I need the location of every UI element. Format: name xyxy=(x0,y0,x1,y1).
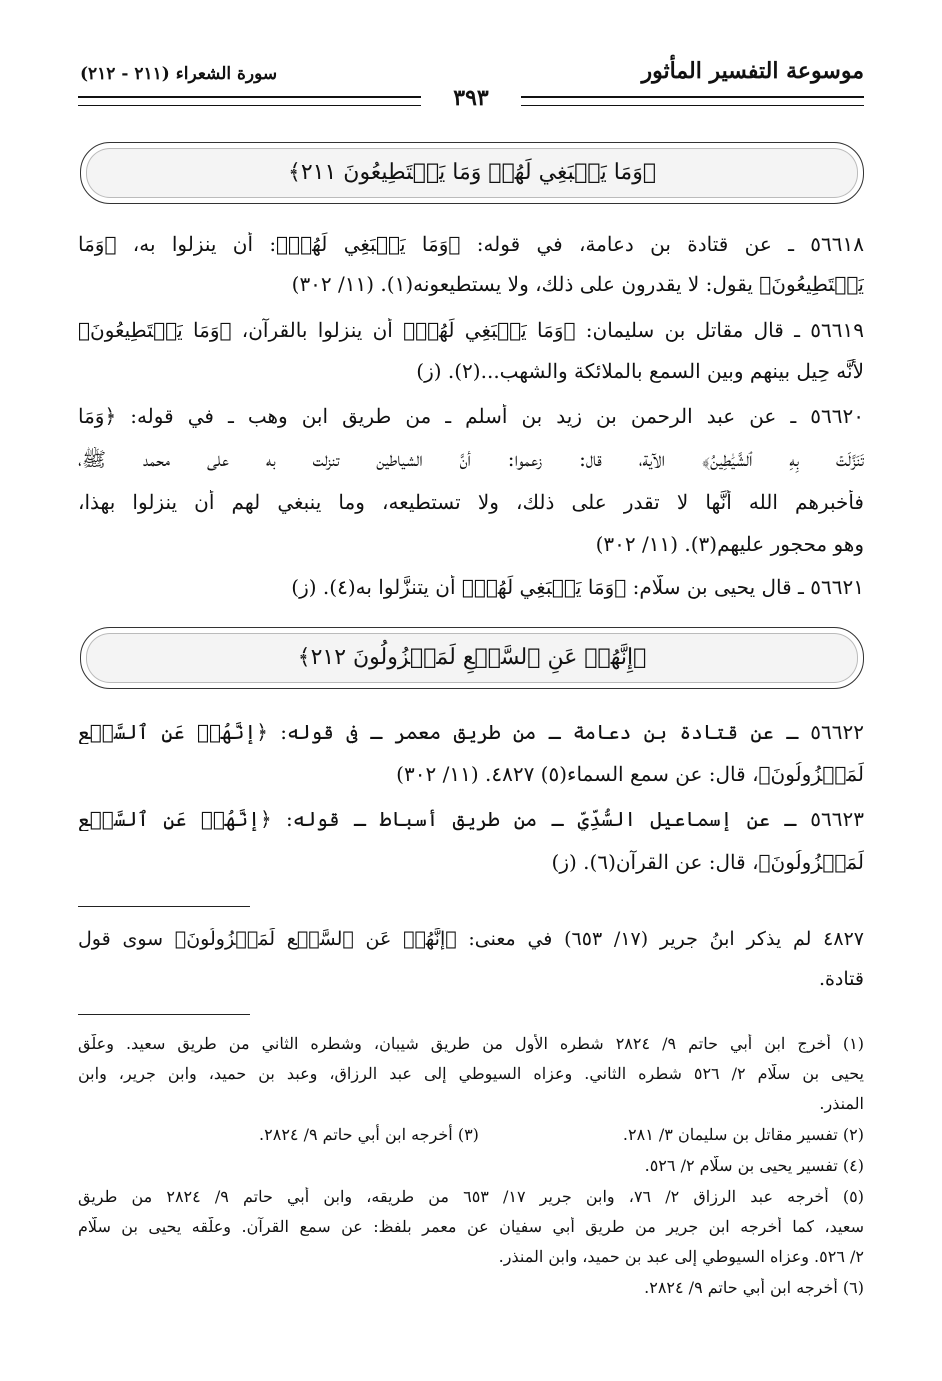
footnote-line: (١) أخرج ابن أبي حاتم ٩/ ٢٨٢٤ شطره الأول من طريق شيبان، وشطره الثاني من طريق سعيد. وعلّق xyxy=(78,1034,864,1053)
footnote-line: المنذر. xyxy=(819,1094,864,1113)
body-line: ٥٦٦٢٣ ـ عن إسماعيل السُّدِّيّ ـ من طريق أسباط ـ قوله: ﴿إِنَّهُمۡ عَنِ ٱلسَّمۡعِ xyxy=(78,807,864,831)
comment-line: ٤٨٢٧ لم يذكر ابنُ جرير (١٧/ ٦٥٣) في معنى: ﴿إِنَّهُمۡ عَنِ ٱلسَّمۡعِ لَمَعۡزُولُونَ﴾ سوى قول xyxy=(78,928,864,950)
body-line: لأنَّه حِيل بينهم وبين السمع بالملائكة والشهب...(٢). (ز) xyxy=(416,359,864,383)
body-line: لَمَعۡزُولُونَ﴾، قال: عن القرآن(٦). (ز) xyxy=(551,850,864,874)
footnote-2: (٢) تفسير مقاتل بن سليمان ٣/ ٢٨١. xyxy=(622,1125,864,1144)
footnote-line: ٢/ ٥٢٦. وعزاه السيوطي إلى عبد بن حميد، وابن المنذر. xyxy=(498,1247,864,1266)
body-line: ٥٦٦١٩ ـ قال مقاتل بن سليمان: ﴿وَمَا يَنۢبَغِي لَهُمۡ﴾ أن ينزلوا بالقرآن، ﴿وَمَا يَسۡتَطِيعُونَ﴾ xyxy=(78,318,864,342)
footnote-pair xyxy=(78,1125,864,1144)
page-number: ٣٩٣ xyxy=(421,86,521,110)
footnote-3: (٣) أخرجه ابن أبي حاتم ٩/ ٢٨٢٤. xyxy=(259,1125,479,1144)
body-line: ٥٦٦٢٠ ـ عن عبد الرحمن بن زيد بن أسلم ـ من طريق ابن وهب ـ في قوله: ﴿وَمَا xyxy=(78,404,864,428)
comment-line: قتادة. xyxy=(818,968,864,990)
body-line: فأخبرهم الله أنَّها لا تقدر على ذلك، ولا تستطيعه، وما ينبغي لهم أن ينزلوا بهذا، xyxy=(78,490,864,514)
body-line: ٥٦٦١٨ ـ عن قتادة بن دعامة، في قوله: ﴿وَمَا يَنۢبَغِي لَهُمۡ﴾: أن ينزلوا به، ﴿وَمَا xyxy=(78,232,864,256)
footnote-line: سعيد، كما أخرجه ابن جرير من طريق أبي سفيان عن معمر بلفظ: عن سمع القرآن. وعلّقه يحيى بن سلّام xyxy=(78,1217,864,1236)
body-line: ٥٦٦٢١ ـ قال يحيى بن سلّام: ﴿وَمَا يَنۢبَغِي لَهُمۡ﴾ أن يتنزَّلوا به(٤). (ز) xyxy=(291,575,864,599)
surah-range: سورة الشعراء (٢١١ - ٢١٢) xyxy=(80,64,278,84)
ayah-box-211 xyxy=(80,142,864,204)
footnote-line: (٤) تفسير يحيى بن سلّام ٢/ ٥٢٦. xyxy=(644,1156,864,1175)
footnote-line: (٥) أخرجه عبد الرزاق ٢/ ٧٦، وابن جرير ١٧/ ٦٥٣ من طريقه، وابن أبي حاتم ٩/ ٢٨٢٤ من طريق xyxy=(78,1187,864,1206)
body-line: يَسۡتَطِيعُونَ﴾ يقول: لا يقدرون على ذلك، ولا يستطيعونه(١). (١١/ ٣٠٢) xyxy=(291,272,864,296)
book-title: موسوعة التفسير المأثور xyxy=(641,58,864,84)
body-line: وهو محجور عليهم(٣). (١١/ ٣٠٢) xyxy=(595,532,864,556)
footnote-line: (٦) أخرجه ابن أبي حاتم ٩/ ٢٨٢٤. xyxy=(644,1278,864,1297)
comment-separator xyxy=(78,906,250,907)
ayah-box-212 xyxy=(80,627,864,689)
body-line: لَمَعۡزُولُونَ﴾، قال: عن سمع السماء(٥) ٤٨٢٧. (١١/ ٣٠٢) xyxy=(396,762,864,786)
footnote-separator xyxy=(78,1014,250,1015)
ayah-text: ﴿إِنَّهُمۡ عَنِ ٱلسَّمۡعِ لَمَعۡزُولُونَ ٢١٢﴾ xyxy=(297,645,647,670)
footnote-line: يحيى بن سلّام ٢/ ٥٢٦ شطره الثاني. وعزاه السيوطي إلى عبد الرزاق، وعبد بن حميد، وابن جرير، وابن xyxy=(78,1064,864,1083)
body-line: تَنَزَّلَتۡ بِهِ ٱلشَّيَٰطِينُ﴾ الآية، قال: زعموا: أنَّ الشياطين تنزلت به على محمد ﷺ، xyxy=(78,447,864,471)
body-line: ٥٦٦٢٢ ـ عن قتادة بن دعامة ـ من طريق معمر ـ في قوله: ﴿إِنَّهُمۡ عَنِ ٱلسَّمۡعِ xyxy=(78,720,864,744)
ayah-text: ﴿وَمَا يَنۢبَغِي لَهُمۡ وَمَا يَسۡتَطِيعُونَ ٢١١﴾ xyxy=(287,160,657,185)
